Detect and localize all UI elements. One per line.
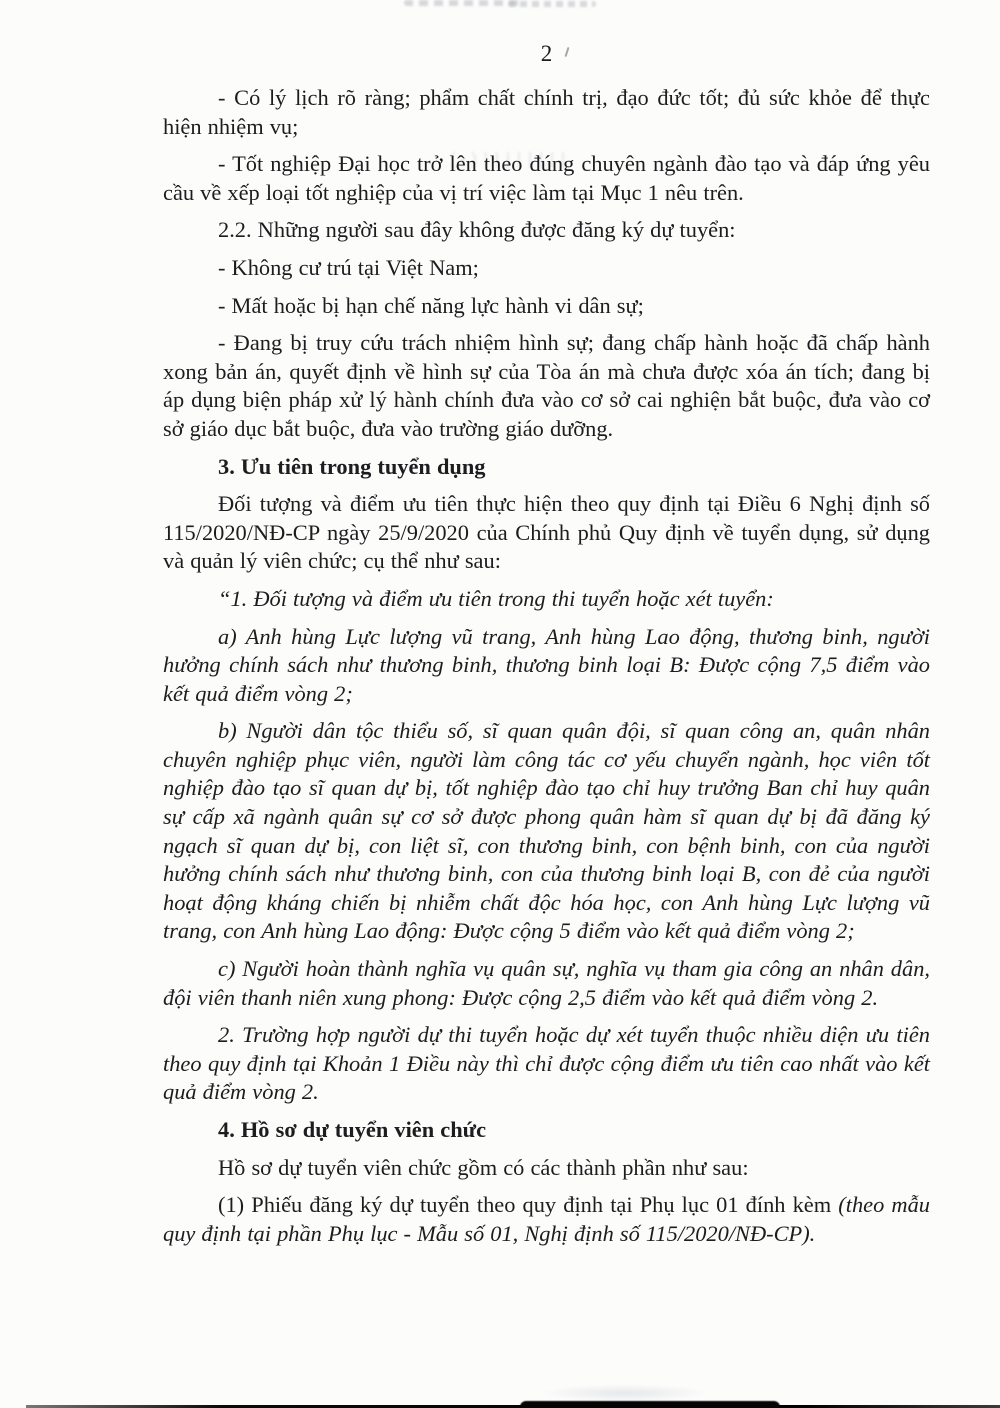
paragraph-exclusion-residence: - Không cư trú tại Việt Nam; bbox=[218, 254, 479, 280]
paragraph-quote-1: “1. Đối tượng và điểm ưu tiên trong thi tuyển hoặc xét tuyển: bbox=[218, 585, 774, 611]
paragraph-dossier-intro: Hồ sơ dự tuyển viên chức gồm có các thành phần như sau: bbox=[218, 1154, 749, 1180]
dossier-item-1-note: (theo mẫu quy định tại phần Phụ lục - Mẫu số 01, Nghị định số 115/2020/NĐ-CP). bbox=[163, 1192, 930, 1246]
paragraph-exclusion-capacity: - Mất hoặc bị hạn chế năng lực hành vi dân sự; bbox=[218, 292, 644, 318]
paragraph-section-2-2: 2.2. Những người sau đây không được đăng ký dự tuyển: bbox=[218, 217, 736, 243]
paragraph-quote-1a: a) Anh hùng Lực lượng vũ trang, Anh hùng Lao động, thương binh, người hưởng chính sách như thương binh, thương binh loại B: Được cộng 7,5 điểm vào kết quả điểm vòng 2; bbox=[163, 623, 930, 706]
scan-artifact bbox=[404, 0, 522, 6]
paragraph-exclusion-criminal: - Đang bị truy cứu trách nhiệm hình sự; đang chấp hành hoặc đã chấp hành xong bản án, quyết định về hình sự của Tòa án mà chưa được xóa án tích; đang bị áp dụng biện pháp xử lý hành chính đưa vào cơ sở cai nghiện bắt buộc, đưa vào cơ sở giáo dục bắt buộc, đưa vào trường giáo dưỡng. bbox=[163, 330, 930, 441]
paragraph-requirement-record: - Có lý lịch rõ ràng; phẩm chất chính trị, đạo đức tốt; đủ sức khỏe để thực hiện nhiệm vụ; bbox=[163, 85, 930, 139]
scan-edge bbox=[520, 1401, 780, 1408]
section-heading-4: 4. Hồ sơ dự tuyển viên chức bbox=[218, 1117, 487, 1142]
scan-artifact bbox=[540, 1384, 710, 1402]
paragraph-quote-1c: c) Người hoàn thành nghĩa vụ quân sự, nghĩa vụ tham gia công an nhân dân, đội viên thanh niên xung phong: Được cộng 2,5 điểm vào kết quả điểm vòng 2. bbox=[163, 956, 930, 1010]
paragraph-quote-2: 2. Trường hợp người dự thi tuyển hoặc dự xét tuyển thuộc nhiều diện ưu tiên theo quy định tại Khoản 1 Điều này thì chỉ được cộng điểm ưu tiên cao nhất vào kết quả điểm vòng 2. bbox=[163, 1022, 930, 1105]
document-body bbox=[163, 84, 930, 1257]
page-number: 2 bbox=[540, 41, 553, 66]
section-heading-3: 3. Ưu tiên trong tuyển dụng bbox=[218, 453, 486, 479]
scan-edge bbox=[26, 1405, 1000, 1408]
paragraph-dossier-item-1 bbox=[163, 1191, 930, 1248]
paragraph-requirement-degree: - Tốt nghiệp Đại học trở lên theo đúng chuyên ngành đào tạo và đáp ứng yêu cầu về xếp loại tốt nghiệp của vị trí việc làm tại Mục 1 nêu trên. bbox=[163, 151, 930, 205]
scan-artifact bbox=[508, 1, 596, 7]
dossier-item-1-text: (1) Phiếu đăng ký dự tuyển theo quy định tại Phụ lục 01 đính kèm bbox=[218, 1192, 839, 1218]
paragraph-priority-intro: Đối tượng và điểm ưu tiên thực hiện theo quy định tại Điều 6 Nghị định số 115/2020/NĐ-CP ngày 25/9/2020 của Chính phủ Quy định về tuyển dụng, sử dụng và quản lý viên chức; cụ thể như sau: bbox=[163, 491, 930, 574]
paragraph-quote-1b: b) Người dân tộc thiểu số, sĩ quan quân đội, sĩ quan công an, quân nhân chuyên nghiệp phục viên, người làm công tác cơ yếu chuyển ngành, học viên tốt nghiệp đào tạo sĩ quan dự bị, tốt nghiệp đào tạo chỉ huy trưởng Ban chỉ huy quân sự cấp xã ngành quân sự cơ sở được phong quân hàm sĩ quan dự bị đã đăng ký ngạch sĩ quan dự bị, con liệt sĩ, con thương binh, con bệnh binh, con của người hưởng chính sách như thương binh, con của thương binh loại B, con đẻ của người hoạt động kháng chiến bị nhiễm chất độc hóa học, con Anh hùng Lực lượng vũ trang, con Anh hùng Lao động: Được cộng 5 điểm vào kết quả điểm vòng 2; bbox=[163, 718, 930, 944]
